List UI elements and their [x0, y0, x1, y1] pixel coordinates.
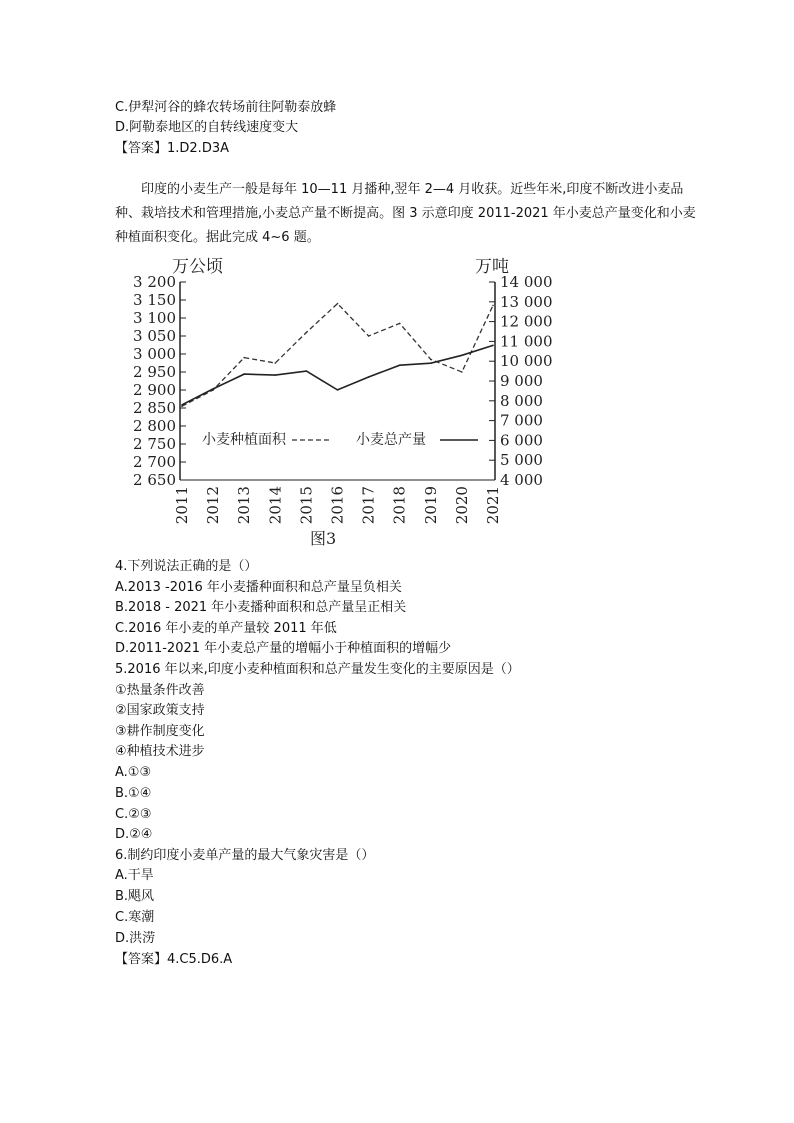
right-tick-label: 6 000 — [500, 431, 543, 450]
right-axis-unit: 万吨 — [475, 257, 509, 277]
x-tick-label: 2016 — [328, 486, 347, 525]
production-point — [492, 345, 494, 347]
q5-option-c: C.②③ — [115, 807, 152, 822]
area-point — [368, 335, 370, 337]
production-point — [243, 373, 245, 375]
area-point — [430, 359, 432, 361]
right-tick-label: 9 000 — [500, 372, 543, 390]
chart-title: 图3 — [310, 529, 337, 548]
prev-option-c: C.伊犁河谷的蜂农转场前往阿勒泰放蜂 — [115, 100, 337, 115]
q5-item-3: ③耕作制度变化 — [115, 724, 205, 739]
x-tick-label: 2013 — [235, 486, 254, 525]
left-tick-label: 2 700 — [133, 453, 176, 471]
area-point — [243, 357, 245, 359]
q4-option-c: C.2016 年小麦的单产量较 2011 年低 — [115, 621, 337, 636]
q4-option-b: B.2018 - 2021 年小麦播种面积和总产量呈正相关 — [115, 600, 407, 615]
x-tick-label: 2011 — [173, 486, 191, 525]
left-tick-label: 3 200 — [133, 273, 176, 291]
x-tick-label: 2020 — [452, 486, 471, 525]
answer-4-6: 【答案】4.C5.D6.A — [115, 952, 233, 967]
prev-answer: 【答案】1.D2.D3A — [115, 141, 229, 156]
q5-item-4: ④种植技术进步 — [115, 744, 205, 759]
q5-item-2: ②国家政策支持 — [115, 703, 205, 718]
q5-option-d: D.②④ — [115, 827, 153, 842]
q4-stem: 4.下列说法正确的是（） — [115, 559, 258, 574]
area-point — [306, 332, 308, 334]
left-tick-label: 2 800 — [133, 417, 176, 435]
prev-option-d: D.阿勒泰地区的自转线速度变大 — [115, 120, 299, 135]
area-point — [399, 323, 401, 325]
production-point — [430, 362, 432, 364]
q6-option-c: C.寒潮 — [115, 910, 155, 925]
q4-option-d: D.2011-2021 年小麦总产量的增幅小于种植面积的增幅少 — [115, 641, 452, 656]
q6-option-d: D.洪涝 — [115, 931, 156, 946]
left-tick-label: 2 900 — [133, 381, 176, 399]
series-area-line — [182, 304, 493, 407]
q5-stem: 5.2016 年以来,印度小麦种植面积和总产量发生变化的主要原因是（） — [115, 662, 520, 677]
x-tick-label: 2012 — [204, 486, 223, 525]
left-tick-label: 2 750 — [133, 435, 176, 453]
right-tick-label: 8 000 — [500, 391, 543, 410]
q6-option-a: A.干旱 — [115, 868, 154, 883]
right-tick-label: 10 000 — [500, 352, 553, 371]
legend-production-label: 小麦总产量 — [356, 432, 426, 448]
right-tick-label: 14 000 — [500, 273, 553, 291]
intro-paragraph: 印度的小麦生产一般是每年 10—11 月播种,翌年 2—4 月收获。近些年米,印度不断改进小麦品种、栽培技术和管理措施,小麦总产量不断提高。图 3 示意印度 2011-2021 年小麦总产量变化和小麦种植面积变化。据此完成 4~6 题。 — [115, 182, 696, 245]
production-point — [368, 376, 370, 378]
q6-stem: 6.制约印度小麦单产量的最大气象灾害是（） — [115, 848, 375, 863]
area-point — [275, 362, 277, 364]
right-tick-label: 12 000 — [500, 312, 553, 331]
left-tick-label: 2 950 — [133, 363, 176, 381]
area-point — [337, 303, 339, 305]
left-tick-label: 3 000 — [133, 345, 176, 363]
right-tick-label: 5 000 — [500, 451, 543, 470]
x-tick-label: 2021 — [484, 486, 502, 525]
x-tick-label: 2017 — [359, 486, 378, 525]
production-point — [461, 354, 463, 356]
area-point — [181, 405, 183, 407]
x-tick-label: 2015 — [297, 486, 316, 525]
x-tick-label: 2014 — [266, 486, 285, 525]
production-point — [181, 404, 183, 406]
wheat-chart — [133, 252, 570, 552]
left-tick-label: 3 100 — [133, 309, 176, 327]
area-point — [461, 371, 463, 373]
x-tick-label: 2019 — [421, 486, 440, 525]
right-tick-label: 4 000 — [500, 471, 543, 489]
series-production-line — [182, 345, 493, 404]
left-tick-label: 3 150 — [133, 291, 176, 309]
left-tick-label: 3 050 — [133, 327, 176, 345]
x-tick-label: 2018 — [390, 486, 409, 525]
left-axis-unit: 万公顷 — [172, 257, 223, 277]
right-tick-label: 11 000 — [500, 332, 553, 351]
right-tick-label: 7 000 — [500, 411, 543, 430]
q5-item-1: ①热量条件改善 — [115, 683, 205, 698]
left-tick-label: 2 650 — [133, 471, 176, 489]
production-point — [275, 374, 277, 376]
q6-option-b: B.飓风 — [115, 889, 155, 904]
production-point — [337, 389, 339, 391]
legend-area-label: 小麦种植面积 — [202, 432, 286, 448]
production-point — [306, 370, 308, 372]
left-tick-label: 2 850 — [133, 399, 176, 417]
right-tick-label: 13 000 — [500, 292, 553, 311]
q5-option-b: B.①④ — [115, 786, 152, 801]
q4-option-a: A.2013 -2016 年小麦播种面积和总产量呈负相关 — [115, 580, 402, 595]
area-point — [492, 305, 494, 307]
q5-option-a: A.①③ — [115, 765, 152, 780]
production-point — [212, 388, 214, 390]
production-point — [399, 364, 401, 366]
